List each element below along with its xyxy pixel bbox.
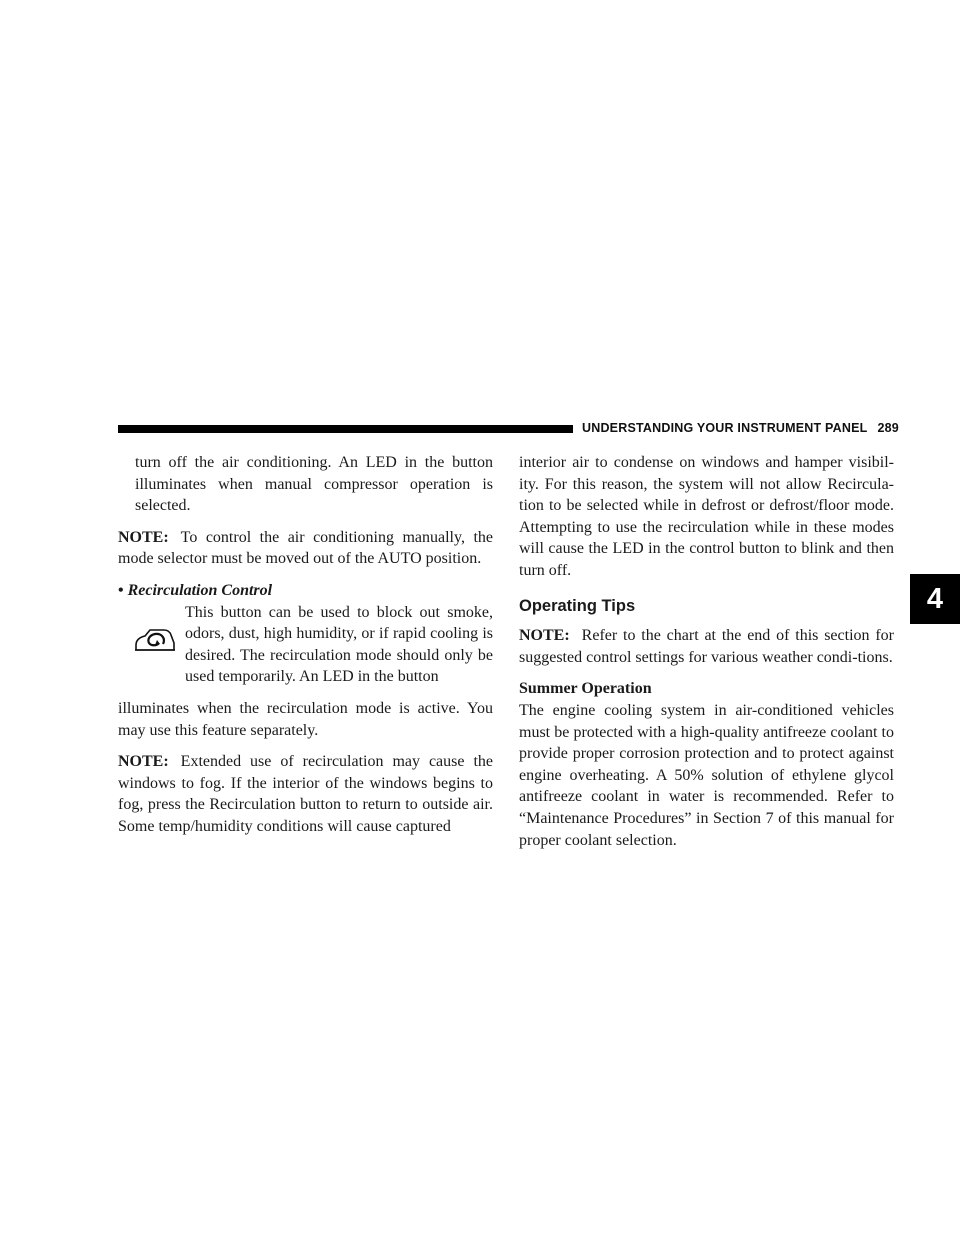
header-rule [118,425,573,433]
right-column [519,452,894,861]
bullet: • [118,581,124,599]
paragraph-condense: interior air to condense on windows and hamper visibil-ity. For this reason, the system will not allow Recircula-tion to be selected while in defrost or defrost/floor mode. Attempting to use the recirculation while in these modes will cause the LED in the control button to blink and then turn off. [519,454,894,579]
recirculation-description-cont: illuminates when the recirculation mode is active. You may use this feature separately. [118,699,493,739]
section-title: UNDERSTANDING YOUR INSTRUMENT PANEL [582,421,868,435]
recirculation-icon [133,626,177,654]
note-extended-recirculation [118,751,493,837]
running-header [582,421,899,435]
subheading-summer-operation: Summer Operation [519,680,652,698]
recirculation-heading [118,580,493,602]
recirculation-block [118,602,493,688]
chapter-tab: 4 [910,574,960,624]
note-text: To control the air conditioning manually, the mode selector must be moved out of the AUTO position. [118,528,493,568]
recirculation-heading-text: Recirculation Control [127,581,273,599]
paragraph-summer-operation: The engine cooling system in air-conditioned vehicles must be protected with a high-quality antifreeze coolant to provide proper corrosion protection and to protect against engine overheating. A 50% solution of ethylene glycol antifreeze coolant in water is recommended. Refer to “Maintenance Procedures” in Section 7 of this manual for proper coolant selection. [519,701,894,849]
left-column [118,452,493,848]
note-label: NOTE: [118,528,169,546]
note-label: NOTE: [118,753,169,771]
section-heading-operating-tips: Operating Tips [519,596,636,615]
note-text: Refer to the chart at the end of this section for suggested control settings for various weather condi-tions. [519,627,894,666]
page-number: 289 [877,421,899,435]
recirculation-description: This button can be used to block out smoke, odors, dust, high humidity, or if rapid cooling is desired. The recirculation mode should only be used temporarily. An LED in the button [185,603,493,686]
note-manual-ac [118,527,493,570]
note-chart-reference [519,625,894,668]
note-text: Extended use of recirculation may cause the windows to fog. If the interior of the windows begins to fog, press the Recirculation button to return to outside air. Some temp/humidity conditions will cause captured [118,753,493,835]
note-label: NOTE: [519,627,570,645]
paragraph-ac-led: turn off the air conditioning. An LED in the button illuminates when manual compressor operation is selected. [135,454,493,515]
